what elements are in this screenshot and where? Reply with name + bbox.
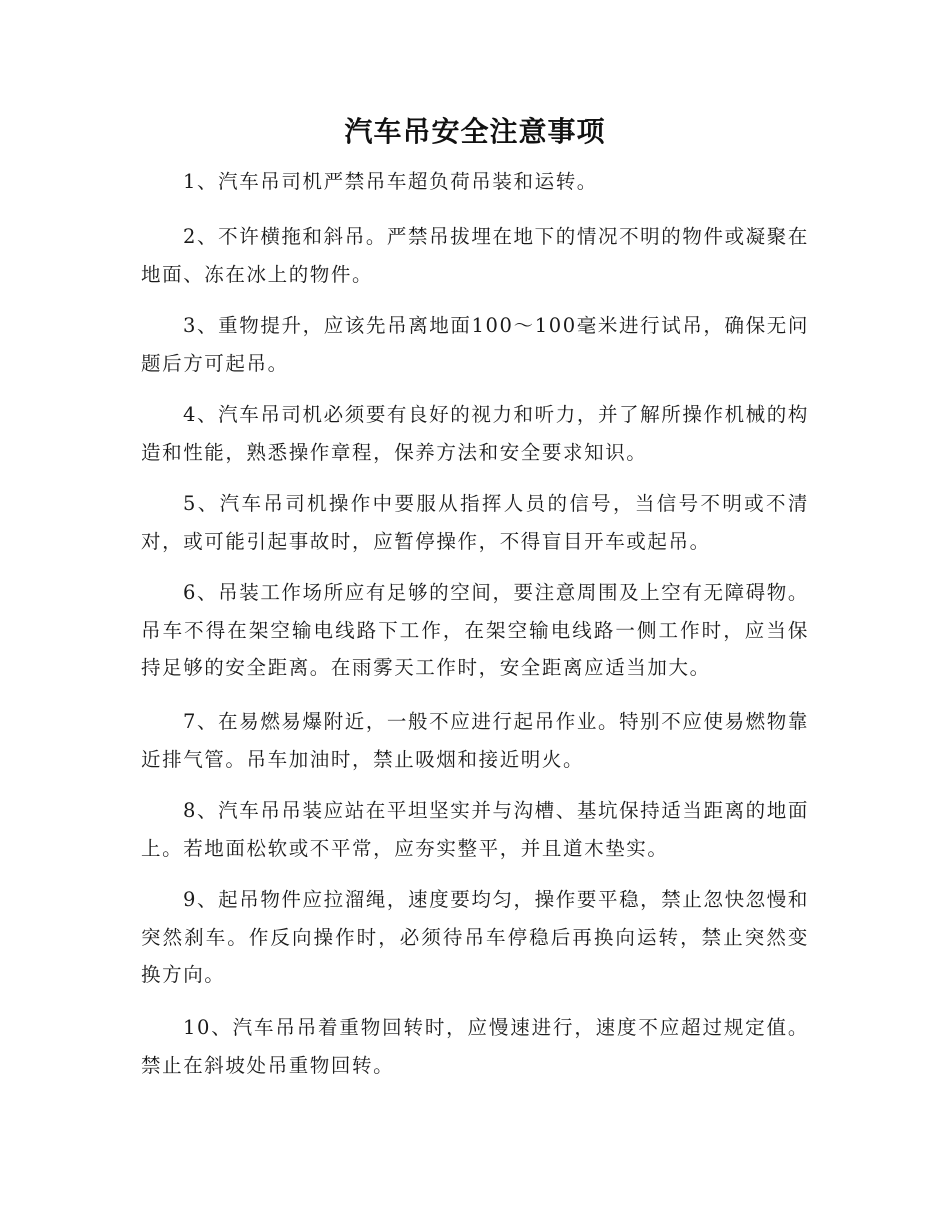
paragraph-4: 4、汽车吊司机必须要有良好的视力和听力，并了解所操作机械的构造和性能，熟悉操作章程，保养方法和安全要求知识。: [141, 403, 809, 464]
paragraph-2: 2、不许横拖和斜吊。严禁吊拔埋在地下的情况不明的物件或凝聚在地面、冻在冰上的物件。: [141, 225, 809, 286]
paragraph-7: 7、在易燃易爆附近，一般不应进行起吊作业。特别不应使易燃物靠近排气管。吊车加油时，禁止吸烟和接近明火。: [141, 710, 809, 771]
paragraph-10: 10、汽车吊吊着重物回转时，应慢速进行，速度不应超过规定值。禁止在斜坡处吊重物回转。: [141, 1016, 809, 1077]
paragraph-1: 1、汽车吊司机严禁吊车超负荷吊装和运转。: [183, 170, 598, 193]
paragraph-6: 6、吊装工作场所应有足够的空间，要注意周围及上空有无障碍物。吊车不得在架空输电线路下工作，在架空输电线路一侧工作时，应当保持足够的安全距离。在雨雾天工作时，安全距离应适当加大。: [141, 581, 809, 679]
paragraph-3: 3、重物提升，应该先吊离地面100～100毫米进行试吊，确保无问题后方可起吊。: [141, 314, 809, 375]
paragraph-8: 8、汽车吊吊装应站在平坦坚实并与沟槽、基坑保持适当距离的地面上。若地面松软或不平常，应夯实整平，并且道木垫实。: [141, 799, 809, 860]
document-title: 汽车吊安全注意事项: [344, 115, 606, 148]
paragraph-9: 9、起吊物件应拉溜绳，速度要均匀，操作要平稳，禁止忽快忽慢和突然刹车。作反向操作时，必须待吊车停稳后再换向运转，禁止突然变换方向。: [141, 888, 809, 986]
paragraph-5: 5、汽车吊司机操作中要服从指挥人员的信号，当信号不明或不清对，或可能引起事故时，应暂停操作，不得盲目开车或起吊。: [141, 492, 809, 553]
